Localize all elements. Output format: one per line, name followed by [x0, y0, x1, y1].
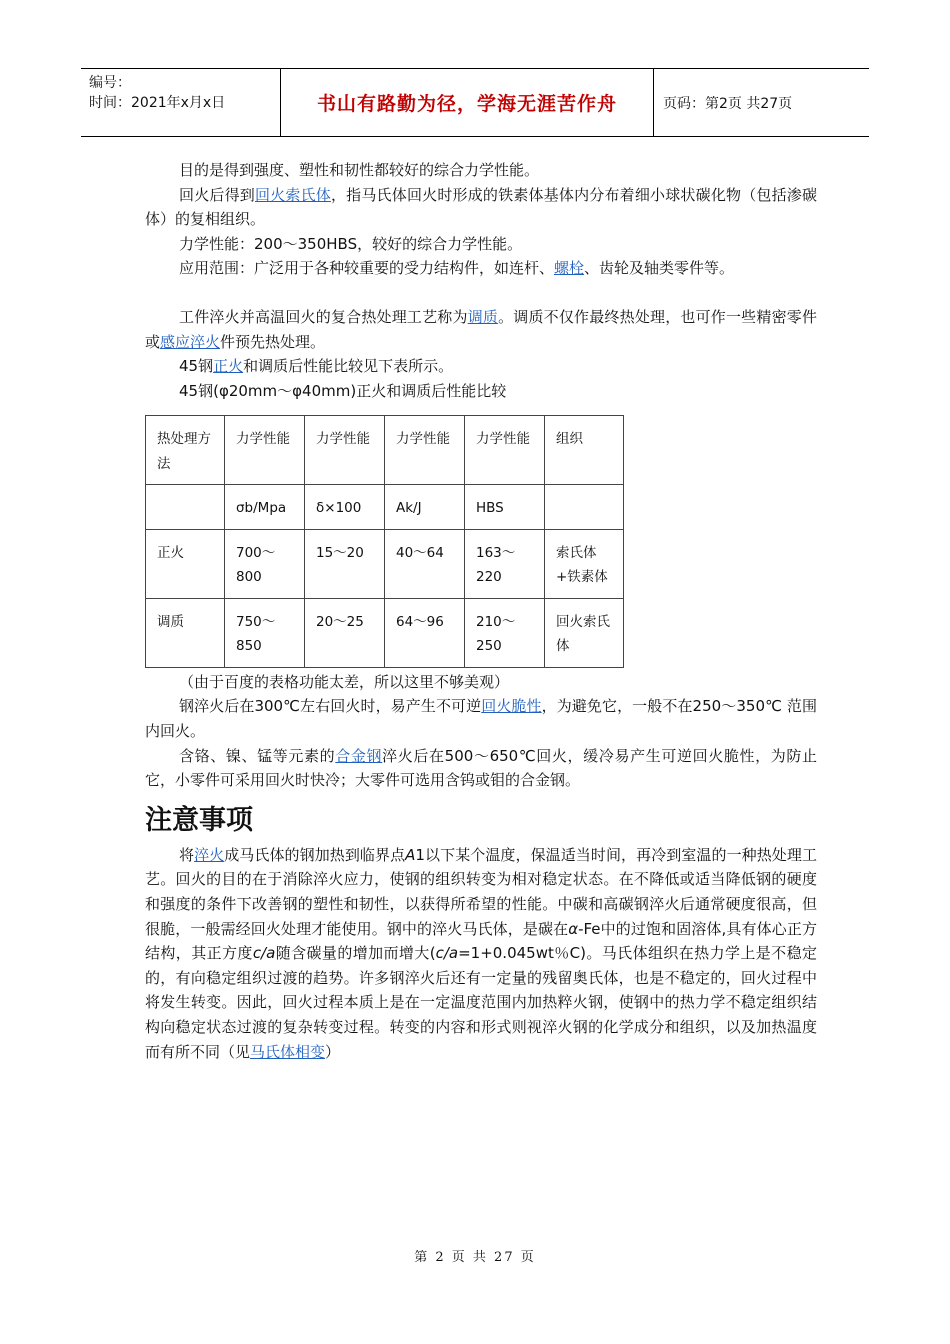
- number-label: 编号：: [89, 75, 131, 91]
- table-header-cell: 力学性能: [305, 416, 385, 485]
- table-cell: [146, 485, 225, 530]
- table-cell: σb/Mpa: [225, 485, 305, 530]
- text: 回火后得到: [179, 185, 255, 204]
- link-bolt[interactable]: 螺栓: [554, 259, 585, 278]
- symbol-ca: c/a: [435, 944, 459, 963]
- paragraph-45-steel: [145, 354, 817, 379]
- text: ，为避免它，一般不在250～350℃ 范围内回火。: [145, 697, 817, 741]
- symbol-ca: c/a: [252, 944, 276, 963]
- header-meta: [81, 69, 281, 136]
- link-alloy-steel[interactable]: 合金钢: [335, 746, 383, 765]
- spacer: [145, 281, 817, 305]
- table-header-row: [146, 416, 624, 485]
- page-footer: 第 2 页 共 27 页: [414, 1250, 536, 1265]
- table-cell: 750～850: [225, 598, 305, 667]
- table-cell: 64～96: [385, 598, 465, 667]
- link-quench-temper[interactable]: 调质: [467, 307, 499, 326]
- table-cell: 调质: [146, 598, 225, 667]
- table-cell: 210～250: [465, 598, 545, 667]
- text: 成马氏体的钢加热到临界点: [224, 845, 406, 864]
- text: 工件淬火并高温回火的复合热处理工艺称为: [179, 307, 468, 326]
- paragraph-quench-temper: [145, 305, 817, 354]
- table-cell: 索氏体+铁素体: [545, 529, 624, 598]
- table-header-cell: 力学性能: [225, 416, 305, 485]
- table-cell: 163～220: [465, 529, 545, 598]
- properties-table: [145, 415, 624, 668]
- text: =1+0.045wt％C)。马氏体组织在热力学上是不稳定的，有向稳定组织过渡的趋势。许多钢淬火后还有一定量的残留奥氏体，也是不稳定的，回火过程中将发生转变。因此，回火过程本质上是在一定温度范围内加热粹火钢，使钢中的热力学不稳定组织结构向稳定状态过渡的复杂转变过程。转变的内容和形式则视淬火钢的化学成分和组织，以及加热温度而有所不同（见: [145, 944, 817, 1061]
- symbol-a: A: [405, 845, 416, 864]
- text: 淬火后在500～650℃回火，缓冷易产生可逆回火脆性，为防止它，小零件可采用回火时快冷；大零件可选用含钨或钼的合金钢。: [145, 746, 817, 790]
- text: ）: [325, 1042, 341, 1061]
- table-header-cell: 力学性能: [385, 416, 465, 485]
- link-quenching[interactable]: 淬火: [194, 845, 225, 864]
- table-header-cell: 力学性能: [465, 416, 545, 485]
- table-cell: 回火索氏体: [545, 598, 624, 667]
- table-cell: [545, 485, 624, 530]
- text: 45钢: [179, 357, 214, 376]
- time-label: 时间：2021年x月x日: [89, 95, 226, 111]
- link-martensite-transformation[interactable]: 马氏体相变: [250, 1042, 326, 1061]
- link-normalizing[interactable]: 正火: [213, 357, 244, 376]
- header-page-info: 页码：第2页 共27页: [663, 95, 793, 112]
- paragraph-temper-brittleness: [145, 694, 817, 743]
- paragraph-notes: [145, 843, 817, 1064]
- paragraph-alloy-steel: [145, 744, 817, 793]
- text: 钢淬火后在300℃左右回火时，易产生不可逆: [179, 697, 482, 716]
- table-header-cell: 热处理方法: [146, 416, 225, 485]
- table-row: [146, 529, 624, 598]
- table-cell: 15～20: [305, 529, 385, 598]
- text: -Fe中的过饱和固溶体,具有体心正方结构，其正方度: [145, 919, 817, 963]
- table-cell: HBS: [465, 485, 545, 530]
- link-induction-quench[interactable]: 感应淬火: [160, 332, 221, 351]
- table-note: （由于百度的表格功能太差，所以这里不够美观）: [179, 672, 510, 691]
- table-caption: 45钢(φ20mm～φ40mm)正火和调质后性能比较: [179, 381, 507, 400]
- table-cell: 40～64: [385, 529, 465, 598]
- table-cell: Ak/J: [385, 485, 465, 530]
- table-unit-row: [146, 485, 624, 530]
- table-header-cell: 组织: [545, 416, 624, 485]
- text: 和调质后性能比较见下表所示。: [243, 357, 454, 376]
- page-header: [81, 68, 869, 137]
- table-row: [146, 598, 624, 667]
- table-cell: 20～25: [305, 598, 385, 667]
- table-cell: 正火: [146, 529, 225, 598]
- paragraph-application: [145, 256, 817, 281]
- text: 、齿轮及轴类零件等。: [584, 259, 735, 278]
- header-motto: 书山有路勤为径，学海无涯苦作舟: [281, 69, 654, 136]
- text: 应用范围：广泛用于各种较重要的受力结构件，如连杆、: [179, 259, 555, 278]
- table-cell: δ×100: [305, 485, 385, 530]
- document-body: [145, 158, 817, 1064]
- text: 随含碳量的增加而增大(: [275, 944, 436, 963]
- link-temper-brittleness[interactable]: 回火脆性: [481, 697, 542, 716]
- paragraph-tempered-sorbite: [145, 183, 817, 232]
- text: 将: [179, 845, 195, 864]
- text: 1以下某个温度，保温适当时间，再冷到室温的一种热处理工艺。回火的目的在于消除淬火应力，使钢的组织转变为相对稳定状态。在不降低或适当降低钢的硬度和强度的条件下改善钢的塑性和韧性，以获得所希望的性能。中碳和高碳钢淬火后通常硬度很高，但很脆，一般需经回火处理才能使用。钢中的淬火马氏体，是碳在: [145, 845, 817, 938]
- paragraph-mechanical-properties: 力学性能：200～350HBS，较好的综合力学性能。: [179, 234, 523, 253]
- text: 。调质不仅作最终热处理，也可作一些精密零件或: [145, 307, 817, 351]
- link-tempered-sorbite[interactable]: 回火索氏体: [254, 185, 331, 204]
- paragraph-purpose: 目的是得到强度、塑性和韧性都较好的综合力学性能。: [179, 161, 540, 179]
- text: ，指马氏体回火时形成的铁素体基体内分布着细小球状碳化物（包括渗碳体）的复相组织。: [145, 185, 817, 229]
- section-title: 注意事项: [145, 804, 253, 836]
- table-cell: 700～800: [225, 529, 305, 598]
- symbol-alpha: α: [568, 919, 579, 938]
- text: 件预先热处理。: [220, 332, 326, 351]
- text: 含铬、镍、锰等元素的: [179, 746, 336, 765]
